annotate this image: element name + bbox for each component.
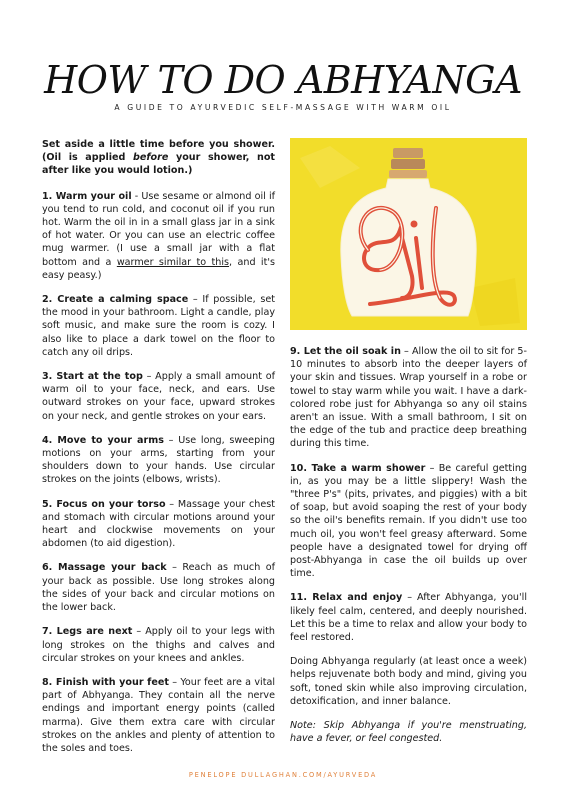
cork-bottom xyxy=(389,170,427,178)
step-3 xyxy=(42,370,275,423)
step-title: 1. Warm your oil xyxy=(42,190,132,202)
step-title: 5. Focus on your torso xyxy=(42,498,166,510)
step-body: – Apply a small amount of warm oil to your face, neck, and ears. Use outward strokes on your face, upward strokes on your neck, and gentle strokes on your ears. xyxy=(42,371,275,422)
step-title: 9. Let the oil soak in xyxy=(290,346,401,357)
step-title: 10. Take a warm shower xyxy=(290,462,426,474)
right-column xyxy=(290,345,527,756)
step-6 xyxy=(42,561,275,614)
closing-paragraph: Doing Abhyanga regularly (at least once a week) helps rejuvenate both body and mind, giving you soft, toned skin while also improving circulation, detoxification, and inner balance. xyxy=(290,656,527,707)
step-title: 8. Finish with your feet xyxy=(42,676,169,688)
step-body: – Use long, sweeping motions on your arms, starting from your shoulders down to your hands. Use circular strokes on the joints (elbows, wrists). xyxy=(42,434,276,486)
step-1 xyxy=(42,190,275,282)
step-8 xyxy=(42,676,275,755)
step-title: 2. Create a calming space xyxy=(42,294,189,306)
lettering-i-dot xyxy=(411,221,418,228)
intro-text: Set aside a little time before you shower. (Oil is applied xyxy=(42,139,275,164)
step-10 xyxy=(290,462,527,581)
intro-paragraph xyxy=(42,138,275,178)
intro-text-end: your shower, not after like you would lotion.) xyxy=(42,152,275,177)
step-body: – If possible, set the mood in your bathroom. Light a candle, play soft music, and make sure the room is cozy. I also like to place a dark towel on the floor to catch any oil drips. xyxy=(42,294,275,358)
warmer-link[interactable]: warmer similar to this xyxy=(116,256,230,268)
step-title: 11. Relax and enjoy xyxy=(290,592,403,604)
step-body: – After Abhyanga, you'll likely feel calm, centered, and deeply nourished. Let this be a time to relax and allow your body to feel restored. xyxy=(290,592,527,644)
step-body: – Be careful getting in, as you may be a little slippery! Wash the "three P's" (pits, privates, and piggies) with a bit of soap, but avoid soaping the rest of your body so the oil's benefits remain. If you didn't use too much oil, you won't feel greasy afterward. Some people have a designated towel for drying off post-Abhyanga in case the oil builds up over time. xyxy=(290,462,527,580)
step-7 xyxy=(42,625,275,665)
oil-bottle-icon xyxy=(290,138,527,330)
step-body: – Reach as much of your back as possible. Use long strokes along the sides of your back and circular motions on the lower back. xyxy=(42,562,275,614)
step-title: 3. Start at the top xyxy=(42,371,143,383)
step-body: – Massage your chest and stomach with circular motions around your heart and clockwise movements on your abdomen (to aid digestion). xyxy=(42,498,275,550)
oil-bottle-illustration xyxy=(290,138,527,330)
note-paragraph: Note: Skip Abhyanga if you're menstruating, have a fever, or feel congested. xyxy=(290,720,527,745)
step-body-end: , and it's easy peasy.) xyxy=(42,256,275,281)
page-subtitle: A GUIDE TO AYURVEDIC SELF-MASSAGE WITH WARM OIL xyxy=(114,103,452,112)
step-body: – Your feet are a vital part of Abhyanga. They contain all the nerve endings and important energy points (called marma). Give them extra care with circular strokes on the ankles and plenty of attention to the soles and toes. xyxy=(42,676,275,754)
step-11 xyxy=(290,591,527,644)
step-body: – Allow the oil to sit for 5-10 minutes to absorb into the deeper layers of your skin and tissues. Wrap yourself in a robe or towel to stay warm while you wait. I have a dark-colored robe just for Abhyanga so any oil stains aren't an issue. With a small bathroom, I sit on the edge of the tub and practice deep breathing during this time. xyxy=(290,346,528,450)
step-body: - Use sesame or almond oil if you tend to run cold, and coconut oil if you run hot. Warm the oil in in a small glass jar in a sink of hot water. Or you can use an electric coffee mug warmer. (I use a small jar with a flat bottom and a xyxy=(42,190,275,268)
step-title: 6. Massage your back xyxy=(42,562,167,574)
page-title: HOW TO DO ABHYANGA xyxy=(44,58,522,102)
footer-link[interactable]: PENELOPE DULLAGHAN.COM/AYURVEDA xyxy=(188,771,378,779)
step-2 xyxy=(42,293,275,359)
left-column xyxy=(42,138,275,766)
cork-top xyxy=(393,148,423,158)
step-5 xyxy=(42,498,275,551)
cork-middle xyxy=(391,159,425,169)
step-title: 7. Legs are next xyxy=(42,626,133,638)
step-4 xyxy=(42,434,275,487)
intro-emphasis: before xyxy=(133,152,169,164)
step-body: – Apply oil to your legs with long strokes on the thighs and calves and circular strokes on your knees and ankles. xyxy=(42,626,275,664)
step-title: 4. Move to your arms xyxy=(42,434,164,446)
step-9 xyxy=(290,345,527,451)
